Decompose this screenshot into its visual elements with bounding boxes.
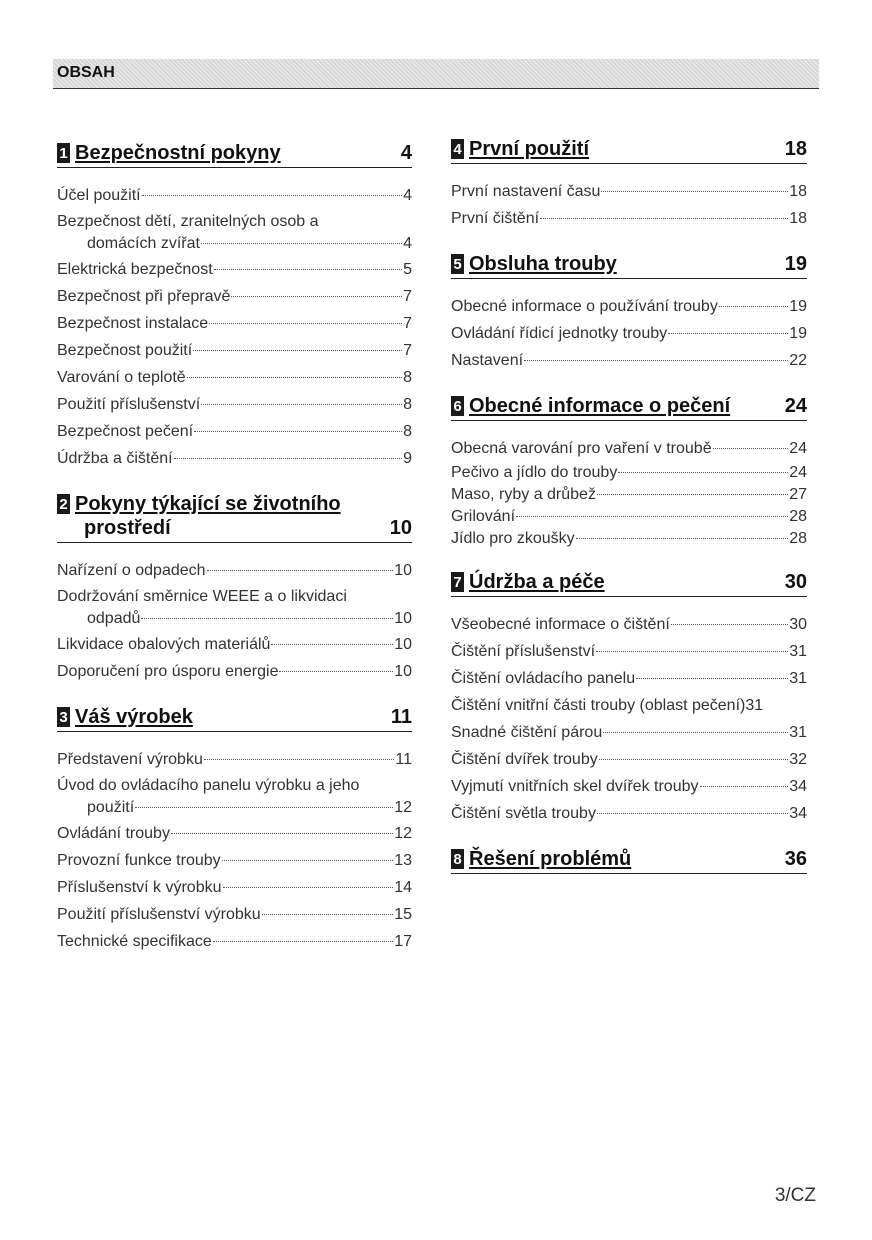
toc-right-column bbox=[451, 137, 807, 894]
toc-entry[interactable] bbox=[57, 418, 412, 445]
entry-page: 12 bbox=[394, 799, 412, 816]
entry-page: 10 bbox=[394, 610, 412, 627]
section-title: Váš výrobek bbox=[75, 706, 193, 728]
toc-entry[interactable] bbox=[57, 211, 412, 255]
leader-dots bbox=[700, 786, 789, 787]
entry-title: Elektrická bezpečnost bbox=[57, 261, 213, 278]
entry-title: Snadné čištění párou bbox=[451, 724, 603, 741]
entry-title-line1: Úvod do ovládacího panelu výrobku a jeho bbox=[57, 777, 360, 794]
leader-dots bbox=[576, 538, 789, 539]
toc-entry[interactable] bbox=[451, 692, 807, 719]
leader-dots bbox=[135, 807, 393, 808]
entry-title: Provozní funkce trouby bbox=[57, 852, 221, 869]
entry-title-line2: odpadů bbox=[87, 610, 141, 627]
leader-dots bbox=[141, 618, 393, 619]
entry-page: 7 bbox=[403, 342, 412, 359]
entry-title: Čištění světla trouby bbox=[451, 805, 596, 822]
section-number-badge: 2 bbox=[57, 494, 70, 514]
toc-entry[interactable] bbox=[451, 347, 807, 374]
entry-page: 34 bbox=[789, 805, 807, 822]
entry-title-line1: Dodržování směrnice WEEE a o likvidaci bbox=[57, 588, 347, 605]
toc-entry[interactable] bbox=[57, 182, 412, 209]
entry-title: Varování o teplotě bbox=[57, 369, 186, 386]
leader-dots bbox=[671, 624, 788, 625]
toc-header-bar bbox=[53, 59, 819, 89]
section-heading[interactable] bbox=[451, 847, 807, 874]
entry-page: 24 bbox=[789, 464, 807, 481]
toc-entry[interactable] bbox=[57, 847, 412, 874]
section-heading[interactable] bbox=[451, 137, 807, 164]
toc-section-6 bbox=[451, 394, 807, 550]
entry-page: 30 bbox=[789, 616, 807, 633]
toc-entry[interactable] bbox=[57, 557, 412, 584]
entry-page: 22 bbox=[789, 352, 807, 369]
entry-title: Ovládání trouby bbox=[57, 825, 170, 842]
leader-dots bbox=[204, 759, 395, 760]
leader-dots bbox=[713, 448, 789, 449]
leader-dots bbox=[516, 516, 788, 517]
toc-entry[interactable] bbox=[57, 820, 412, 847]
entry-page: 12 bbox=[394, 825, 412, 842]
leader-dots bbox=[596, 651, 788, 652]
leader-dots bbox=[193, 350, 402, 351]
toc-entry[interactable] bbox=[57, 658, 412, 685]
section-heading[interactable] bbox=[451, 394, 807, 421]
section-heading[interactable] bbox=[451, 252, 807, 279]
entry-page: 31 bbox=[789, 670, 807, 687]
toc-section-8 bbox=[451, 847, 807, 874]
toc-entry[interactable] bbox=[57, 445, 412, 472]
entry-title: Údržba a čištění bbox=[57, 450, 173, 467]
section-title-line2: prostředí bbox=[84, 517, 171, 539]
toc-section-5 bbox=[451, 252, 807, 374]
section-title-line1: Pokyny týkající se životního bbox=[75, 493, 341, 515]
entry-title: Ovládání řídicí jednotky trouby bbox=[451, 325, 668, 342]
entry-page: 31 bbox=[789, 724, 807, 741]
toc-entry[interactable] bbox=[57, 775, 412, 819]
entry-title: Všeobecné informace o čištění bbox=[451, 616, 670, 633]
toc-entry[interactable] bbox=[451, 746, 807, 773]
toc-entry[interactable] bbox=[451, 665, 807, 692]
entry-title: Technické specifikace bbox=[57, 933, 212, 950]
entry-title: Představení výrobku bbox=[57, 751, 203, 768]
entry-title: Maso, ryby a drůbež bbox=[451, 486, 596, 503]
toc-entry[interactable] bbox=[451, 611, 807, 638]
section-number-badge: 3 bbox=[57, 707, 70, 727]
entry-page: 19 bbox=[789, 325, 807, 342]
leader-dots bbox=[207, 570, 394, 571]
entry-page: 13 bbox=[394, 852, 412, 869]
leader-dots bbox=[719, 306, 788, 307]
entry-title: Nařízení o odpadech bbox=[57, 562, 206, 579]
entry-title: Čištění dvířek trouby bbox=[451, 751, 598, 768]
entry-page: 19 bbox=[789, 298, 807, 315]
leader-dots bbox=[231, 296, 402, 297]
section-number-badge: 5 bbox=[451, 254, 464, 274]
toc-entry[interactable] bbox=[57, 337, 412, 364]
entry-title-line2: použití bbox=[87, 799, 135, 816]
toc-entry[interactable] bbox=[57, 901, 412, 928]
toc-entry[interactable] bbox=[451, 484, 807, 506]
leader-dots bbox=[201, 404, 402, 405]
leader-dots bbox=[618, 472, 788, 473]
section-page: 4 bbox=[400, 142, 412, 164]
toc-entry[interactable] bbox=[57, 874, 412, 901]
entry-title: Obecné informace o používání trouby bbox=[451, 298, 718, 315]
entry-page: 18 bbox=[789, 183, 807, 200]
section-page: 19 bbox=[784, 253, 807, 275]
entry-page: 4 bbox=[403, 187, 412, 204]
toc-entry[interactable] bbox=[451, 205, 807, 232]
toc-entry[interactable] bbox=[451, 178, 807, 205]
entry-page: 9 bbox=[403, 450, 412, 467]
entry-page: 8 bbox=[403, 396, 412, 413]
toc-entry[interactable] bbox=[451, 800, 807, 827]
section-page: 10 bbox=[389, 517, 412, 539]
entry-title: První nastavení času bbox=[451, 183, 601, 200]
entry-title: Bezpečnost pečení bbox=[57, 423, 194, 440]
entry-title: Jídlo pro zkoušky bbox=[451, 530, 575, 547]
leader-dots bbox=[171, 833, 393, 834]
leader-dots bbox=[524, 360, 788, 361]
section-number-badge: 7 bbox=[451, 572, 464, 592]
section-heading[interactable] bbox=[57, 492, 412, 543]
toc-entry[interactable] bbox=[451, 638, 807, 665]
entry-title: Použití příslušenství výrobku bbox=[57, 906, 261, 923]
entry-page: 7 bbox=[403, 315, 412, 332]
entry-title: Použití příslušenství bbox=[57, 396, 201, 413]
leader-dots bbox=[174, 458, 402, 459]
leader-dots bbox=[142, 195, 403, 196]
entry-page: 28 bbox=[789, 530, 807, 547]
section-title: První použití bbox=[469, 138, 589, 160]
section-title: Řešení problémů bbox=[469, 848, 632, 870]
toc-left-column bbox=[57, 141, 412, 975]
leader-dots bbox=[540, 218, 788, 219]
section-title: Obsluha trouby bbox=[469, 253, 617, 275]
entry-title: Příslušenství k výrobku bbox=[57, 879, 222, 896]
entry-page: 11 bbox=[395, 751, 412, 768]
toc-entry[interactable] bbox=[451, 320, 807, 347]
toc-entry[interactable] bbox=[451, 506, 807, 528]
leader-dots bbox=[262, 914, 394, 915]
entry-title: Čištění ovládacího panelu bbox=[451, 670, 636, 687]
entry-title: Likvidace obalových materiálů bbox=[57, 636, 271, 653]
leader-dots bbox=[214, 269, 402, 270]
entry-title: Bezpečnost použití bbox=[57, 342, 193, 359]
entry-title: Nastavení bbox=[451, 352, 524, 369]
section-title: Obecné informace o pečení bbox=[469, 395, 731, 417]
entry-title-line1: Bezpečnost dětí, zranitelných osob a bbox=[57, 213, 319, 230]
entry-page: 31 bbox=[789, 643, 807, 660]
toc-entry[interactable] bbox=[57, 310, 412, 337]
toc-entry[interactable] bbox=[57, 586, 412, 630]
entry-page: 7 bbox=[403, 288, 412, 305]
section-heading[interactable] bbox=[57, 141, 412, 168]
entry-page: 15 bbox=[394, 906, 412, 923]
entry-title: Čištění vnitřní části trouby (oblast pečení) bbox=[451, 697, 746, 714]
entry-title: Čištění příslušenství bbox=[451, 643, 596, 660]
section-number-badge: 6 bbox=[451, 396, 464, 416]
leader-dots bbox=[222, 860, 394, 861]
toc-entry[interactable] bbox=[57, 631, 412, 658]
entry-title: Pečivo a jídlo do trouby bbox=[451, 464, 618, 481]
toc-section-3 bbox=[57, 705, 412, 955]
section-page: 18 bbox=[784, 138, 807, 160]
leader-dots bbox=[271, 644, 393, 645]
leader-dots bbox=[597, 813, 788, 814]
leader-dots bbox=[213, 941, 393, 942]
entry-page: 14 bbox=[394, 879, 412, 896]
section-title: Bezpečnostní pokyny bbox=[75, 142, 281, 164]
section-page: 36 bbox=[784, 848, 807, 870]
entry-title: Grilování bbox=[451, 508, 516, 525]
entry-title: Bezpečnost instalace bbox=[57, 315, 209, 332]
entry-page: 4 bbox=[403, 235, 412, 252]
toc-entry[interactable] bbox=[57, 746, 412, 773]
toc-entry[interactable] bbox=[57, 283, 412, 310]
leader-dots bbox=[209, 323, 402, 324]
toc-entry[interactable] bbox=[57, 391, 412, 418]
leader-dots bbox=[603, 732, 788, 733]
entry-title: Účel použití bbox=[57, 187, 141, 204]
entry-title-line2: domácích zvířat bbox=[87, 235, 200, 252]
section-page: 30 bbox=[784, 571, 807, 593]
section-number-badge: 8 bbox=[451, 849, 464, 869]
leader-dots bbox=[599, 759, 788, 760]
entry-page: 31 bbox=[745, 697, 764, 714]
entry-page: 8 bbox=[403, 369, 412, 386]
section-page: 24 bbox=[784, 395, 807, 417]
toc-entry[interactable] bbox=[451, 528, 807, 550]
section-heading[interactable] bbox=[57, 705, 412, 732]
toc-entry[interactable] bbox=[451, 773, 807, 800]
section-number-badge: 1 bbox=[57, 143, 70, 163]
entry-page: 10 bbox=[394, 562, 412, 579]
entry-page: 17 bbox=[394, 933, 412, 950]
entry-title: Bezpečnost při přepravě bbox=[57, 288, 231, 305]
leader-dots bbox=[601, 191, 788, 192]
entry-page: 10 bbox=[394, 663, 412, 680]
toc-entry[interactable] bbox=[57, 256, 412, 283]
toc-entry[interactable] bbox=[451, 435, 807, 462]
section-heading[interactable] bbox=[451, 570, 807, 597]
leader-dots bbox=[279, 671, 393, 672]
toc-section-2 bbox=[57, 492, 412, 685]
entry-page: 5 bbox=[403, 261, 412, 278]
entry-title: Obecná varování pro vaření v troubě bbox=[451, 440, 712, 457]
section-number-badge: 4 bbox=[451, 139, 464, 159]
entry-page: 10 bbox=[394, 636, 412, 653]
leader-dots bbox=[187, 377, 402, 378]
leader-dots bbox=[201, 243, 402, 244]
section-page: 11 bbox=[390, 706, 412, 728]
entry-title: Doporučení pro úsporu energie bbox=[57, 663, 279, 680]
entry-title: První čištění bbox=[451, 210, 540, 227]
toc-section-4 bbox=[451, 137, 807, 232]
leader-dots bbox=[194, 431, 402, 432]
entry-page: 24 bbox=[789, 440, 807, 457]
toc-section-1 bbox=[57, 141, 412, 472]
page-number: 3/CZ bbox=[774, 1185, 816, 1206]
entry-page: 28 bbox=[789, 508, 807, 525]
leader-dots bbox=[668, 333, 788, 334]
toc-entry[interactable] bbox=[451, 462, 807, 484]
entry-page: 32 bbox=[789, 751, 807, 768]
leader-dots bbox=[636, 678, 788, 679]
entry-page: 34 bbox=[789, 778, 807, 795]
toc-entry[interactable] bbox=[57, 928, 412, 955]
section-title: Údržba a péče bbox=[469, 571, 605, 593]
leader-dots bbox=[223, 887, 394, 888]
entry-page: 8 bbox=[403, 423, 412, 440]
entry-page: 27 bbox=[789, 486, 807, 503]
toc-header-title: OBSAH bbox=[57, 64, 115, 81]
leader-dots bbox=[597, 494, 788, 495]
entry-page: 18 bbox=[789, 210, 807, 227]
toc-entry[interactable] bbox=[451, 719, 807, 746]
toc-entry[interactable] bbox=[57, 364, 412, 391]
entry-title: Vyjmutí vnitřních skel dvířek trouby bbox=[451, 778, 699, 795]
toc-section-7 bbox=[451, 570, 807, 827]
section-title bbox=[75, 492, 390, 540]
toc-entry[interactable] bbox=[451, 293, 807, 320]
